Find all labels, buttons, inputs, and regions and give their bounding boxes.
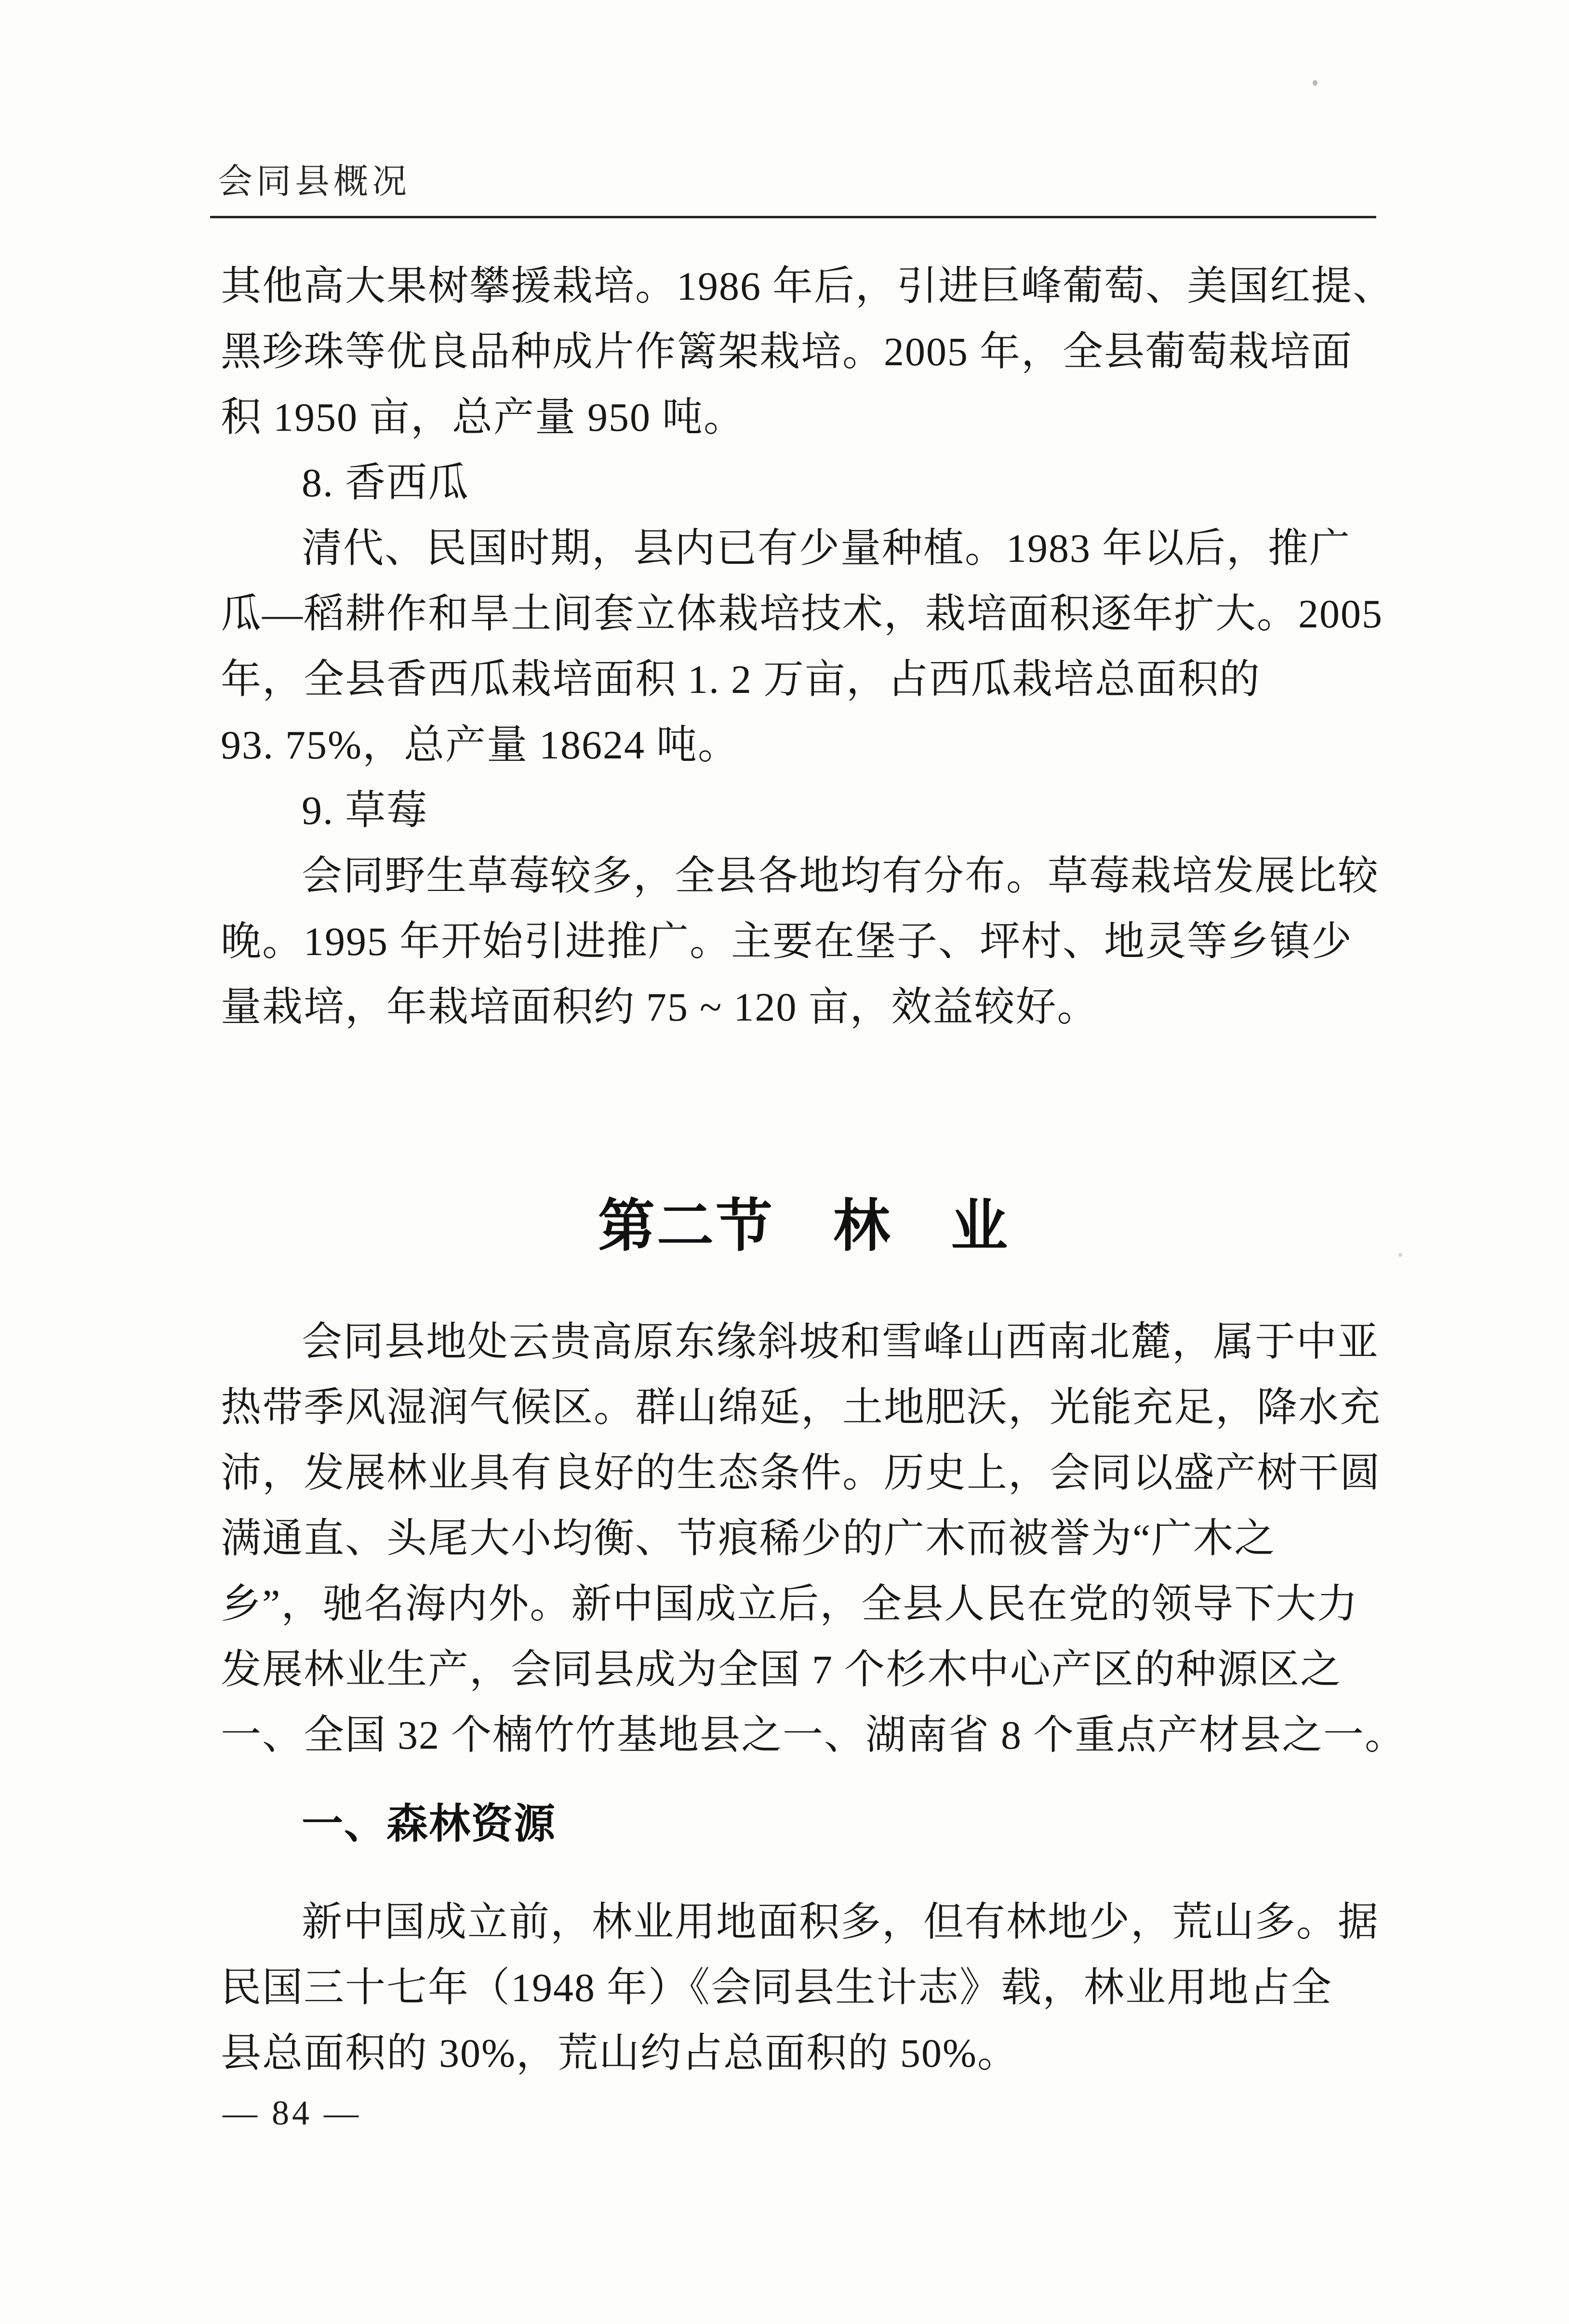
scan-speck xyxy=(1398,1253,1402,1257)
text-line: 晚。1995 年开始引进推广。主要在堡子、坪村、地灵等乡镇少 xyxy=(221,919,1353,964)
text-line: 热带季风湿润气候区。群山绵延，土地肥沃，光能充足，降水充 xyxy=(221,1385,1382,1430)
numbered-heading: 8. 香西瓜 xyxy=(302,461,470,505)
text-line: 清代、民国时期，县内已有少量种植。1983 年以后，推广 xyxy=(302,526,1351,571)
text-line: 其他高大果树攀援栽培。1986 年后，引进巨峰葡萄、美国红提、 xyxy=(221,264,1395,309)
text-line: 新中国成立前，林业用地面积多，但有林地少，荒山多。据 xyxy=(302,1900,1380,1945)
text-line: 量栽培，年栽培面积约 75 ~ 120 亩，效益较好。 xyxy=(221,985,1099,1030)
text-line: 瓜—稻耕作和旱土间套立体栽培技术，栽培面积逐年扩大。2005 xyxy=(221,592,1383,637)
text-line: 一、全国 32 个楠竹竹基地县之一、湖南省 8 个重点产材县之一。 xyxy=(221,1713,1407,1758)
running-header-title: 会同县概况 xyxy=(218,162,411,201)
scan-speck xyxy=(1313,80,1317,86)
text-line: 乡”，驰名海内外。新中国成立后，全县人民在党的领导下大力 xyxy=(221,1582,1359,1627)
text-line: 县总面积的 30%，荒山约占总面积的 50%。 xyxy=(221,2031,1019,2076)
text-line: 沛，发展林业具有良好的生态条件。历史上，会同以盛产树干圆 xyxy=(221,1451,1382,1496)
text-line: 满通直、头尾大小均衡、节痕稀少的广木而被誉为“广木之 xyxy=(221,1516,1276,1561)
text-line: 年，全县香西瓜栽培面积 1. 2 万亩，占西瓜栽培总面积的 xyxy=(221,657,1261,702)
page-body xyxy=(221,254,1407,2086)
text-line: 积 1950 亩，总产量 950 吨。 xyxy=(221,395,745,440)
text-line: 民国三十七年（1948 年）《会同县生计志》载，林业用地占全 xyxy=(221,1965,1333,2010)
page-number: — 84 — xyxy=(223,2094,361,2132)
numbered-heading: 9. 草莓 xyxy=(302,788,428,833)
text-line: 93. 75%，总产量 18624 吨。 xyxy=(221,723,739,768)
text-line: 发展林业生产，会同县成为全国 7 个杉木中心产区的种源区之 xyxy=(221,1647,1342,1692)
text-line: 黑珍珠等优良品种成片作篱架栽培。2005 年，全县葡萄栽培面 xyxy=(221,330,1353,374)
section-title: 第二节 林 业 xyxy=(598,1195,1010,1258)
subsection-heading: 一、森林资源 xyxy=(302,1801,556,1847)
header-rule xyxy=(210,216,1376,218)
text-line: 会同野生草莓较多，全县各地均有分布。草莓栽培发展比较 xyxy=(302,854,1380,899)
text-line: 会同县地处云贵高原东缘斜坡和雪峰山西南北麓，属于中亚 xyxy=(302,1320,1380,1365)
